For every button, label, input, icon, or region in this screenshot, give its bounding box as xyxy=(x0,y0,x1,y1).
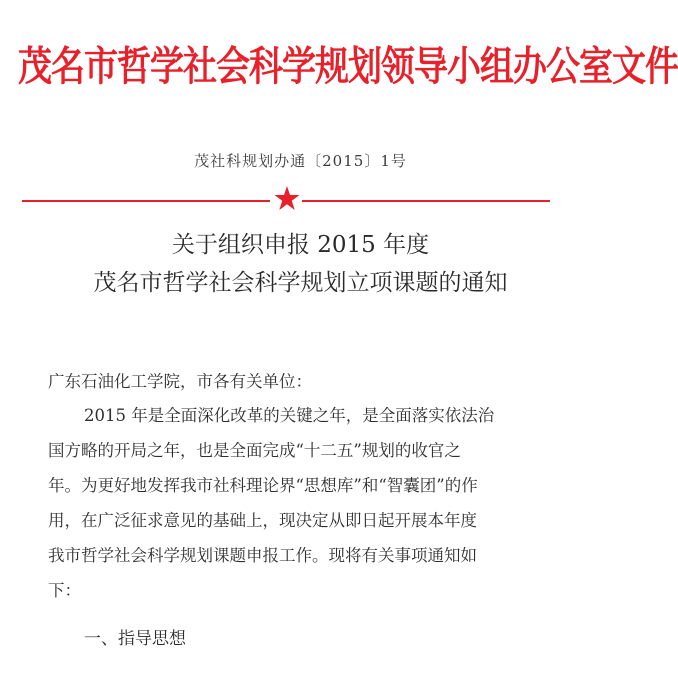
notice-title-line-1: 关于组织申报 2015 年度 xyxy=(171,232,430,258)
divider-right xyxy=(302,200,550,202)
paragraph-line: 用，在广泛征求意见的基础上，现决定从即日起开展本年度 xyxy=(48,511,477,530)
star-icon xyxy=(274,185,300,211)
notice-title-line-2: 茂名市哲学社会科学规划立项课题的通知 xyxy=(93,270,508,296)
body-paragraph xyxy=(48,402,572,612)
paragraph-line: 2015 年是全面深化改革的关键之年，是全面落实依法治 xyxy=(84,406,495,425)
paragraph-line: 国方略的开局之年，也是全面完成“十二五”规划的收官之 xyxy=(48,441,461,460)
office-title: 茂名市哲学社会科学规划领导小组办公室文件 xyxy=(18,43,678,91)
document-number: 茂社科规划办通〔2015〕1号 xyxy=(194,152,407,170)
paragraph-line: 下： xyxy=(48,581,81,600)
section-heading: 一、指导思想 xyxy=(84,629,186,649)
divider-left xyxy=(22,200,270,202)
salutation: 广东石油化工学院，市各有关单位： xyxy=(48,372,312,391)
paragraph-line: 年。为更好地发挥我市社科理论界“思想库”和“智囊团”的作 xyxy=(48,476,478,495)
paragraph-line: 我市哲学社会科学规划课题申报工作。现将有关事项通知如 xyxy=(48,546,477,565)
